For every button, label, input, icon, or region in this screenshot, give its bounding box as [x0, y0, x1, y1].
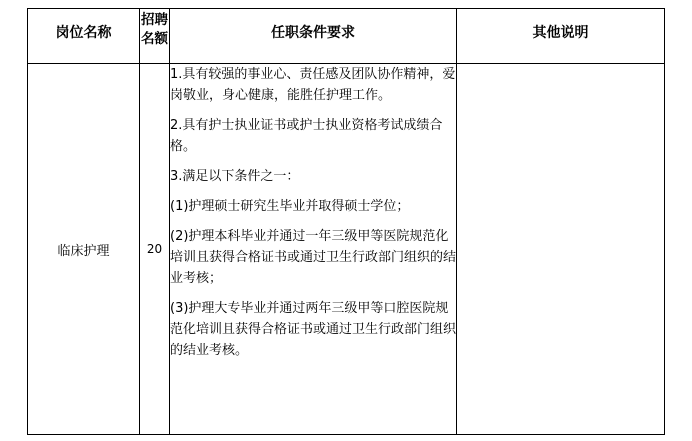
cell-count: 20: [140, 64, 170, 435]
requirement-item: 2.具有护士执业证书或护士执业资格考试成绩合格。: [170, 118, 443, 154]
header-count-line2: 名额: [141, 31, 168, 47]
header-count: [140, 9, 170, 64]
header-notes: 其他说明: [457, 9, 665, 64]
cell-requirements: [170, 64, 457, 435]
header-position: 岗位名称: [28, 9, 140, 64]
requirement-item: 1.具有较强的事业心、责任感及团队协作精神，爱岗敬业，身心健康，能胜任护理工作。: [170, 67, 456, 103]
cell-notes: [457, 64, 665, 435]
requirement-item: (2)护理本科毕业并通过一年三级甲等医院规范化培训且获得合格证书或通过卫生行政部门组织的结业考核；: [170, 229, 457, 286]
table-header-row: [28, 9, 665, 64]
requirement-item: 3.满足以下条件之一：: [170, 169, 300, 184]
cell-position: 临床护理: [28, 64, 140, 435]
header-requirements: 任职条件要求: [170, 9, 457, 64]
requirement-item: (3)护理大专毕业并通过两年三级甲等口腔医院规范化培训且获得合格证书或通过卫生行政部门组织的结业考核。: [170, 301, 457, 358]
header-count-line1: 招聘: [141, 12, 168, 28]
requirement-item: (1)护理硕士研究生毕业并取得硕士学位；: [170, 199, 410, 214]
job-requirements-table: [27, 8, 665, 435]
table-row: [28, 64, 665, 435]
